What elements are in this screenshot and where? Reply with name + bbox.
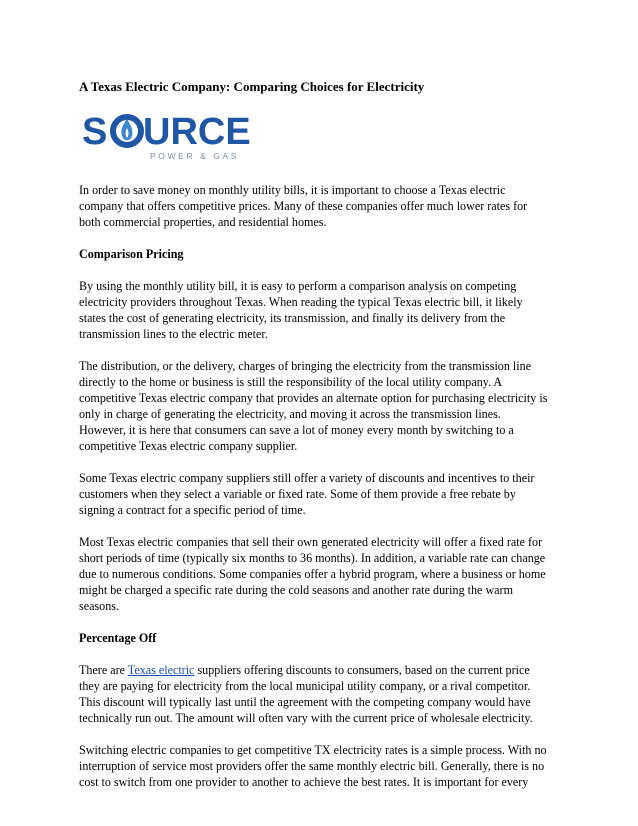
paragraph-discounts — [79, 470, 577, 518]
text-line: Switching electric companies to get competitive TX electricity rates is a simple process. With no — [79, 743, 547, 757]
text-line: interruption of service most providers offer the same monthly electric bill. Generally, there is no — [79, 759, 545, 773]
text-line: electricity providers throughout Texas. When reading the typical Texas electric bill, it likely — [79, 295, 523, 309]
text-line: Some Texas electric company suppliers still offer a variety of discounts and incentives to their — [79, 471, 535, 485]
text-run: suppliers offering discounts to consumers, based on the current price — [194, 663, 530, 677]
text-run: There are — [79, 663, 128, 677]
text-line — [79, 662, 577, 678]
logo-graphic — [80, 107, 258, 163]
text-line: cost to switch from one provider to another to achieve the best rates. It is important for every — [79, 775, 529, 789]
heading-percentage-off: Percentage Off — [79, 631, 157, 645]
source-power-gas-logo — [80, 107, 258, 163]
text-line: states the cost of generating electricity, its transmission, and finally its delivery from the — [79, 311, 506, 325]
text-line: This discount will typically last until the agreement with the competing company would have — [79, 695, 531, 709]
text-line: customers when they select a variable or fixed rate. Some of them provide a free rebate by — [79, 487, 516, 501]
text-line: In order to save money on monthly utility bills, it is important to choose a Texas electric — [79, 183, 506, 197]
logo-tagline: POWER & GAS — [150, 151, 240, 161]
heading-comparison-pricing: Comparison Pricing — [79, 247, 184, 261]
text-line: only in charge of generating the electricity, and moving it across the transmission lines. — [79, 407, 501, 421]
text-line: they are paying for electricity from the local municipal utility company, or a rival competitor. — [79, 679, 531, 693]
text-line: both commercial properties, and residential homes. — [79, 215, 327, 229]
text-line: might be charged a specific rate during the cold seasons and another rate during the warm — [79, 583, 513, 597]
document-title: A Texas Electric Company: Comparing Choices for Electricity — [79, 79, 425, 94]
text-line: By using the monthly utility bill, it is easy to perform a comparison analysis on competing — [79, 279, 517, 293]
texas-electric-link[interactable]: Texas electric — [127, 663, 195, 677]
text-line: seasons. — [79, 599, 119, 613]
paragraph-fixed-rate — [79, 534, 577, 614]
paragraph-distribution — [79, 358, 577, 454]
text-line: signing a contract for a specific period of time. — [79, 503, 306, 517]
text-line: due to numerous conditions. Some companies offer a hybrid program, where a business or home — [79, 567, 546, 581]
text-line: The distribution, or the delivery, charges of bringing the electricity from the transmission line — [79, 359, 532, 373]
text-line: Most Texas electric companies that sell their own generated electricity will offer a fixed rate for — [79, 535, 543, 549]
paragraph-intro — [79, 182, 577, 230]
text-line: directly to the home or business is still the responsibility of the local utility company. A — [79, 375, 503, 389]
article-body — [79, 182, 577, 806]
text-line: short periods of time (typically six months to 36 months). In addition, a variable rate can change — [79, 551, 546, 565]
text-line: transmission lines to the electric meter. — [79, 327, 268, 341]
text-line: company that offers competitive prices. Many of these companies offer much lower rates for — [79, 199, 528, 213]
paragraph-percentage — [79, 662, 577, 726]
text-line: However, it is here that consumers can save a lot of money every month by switching to a — [79, 423, 514, 437]
logo-letters-urce: URCE — [143, 111, 251, 153]
text-line: competitive Texas electric company that provides an alternate option for purchasing electricity is — [79, 391, 548, 405]
flame-icon — [113, 117, 141, 145]
paragraph-switching — [79, 742, 577, 790]
text-line: technically run out. The amount will often vary with the current price of wholesale electricity. — [79, 711, 533, 725]
paragraph-comparison — [79, 278, 577, 342]
text-line: competitive Texas electric company supplier. — [79, 439, 298, 453]
logo-letter-s: S — [82, 111, 108, 153]
